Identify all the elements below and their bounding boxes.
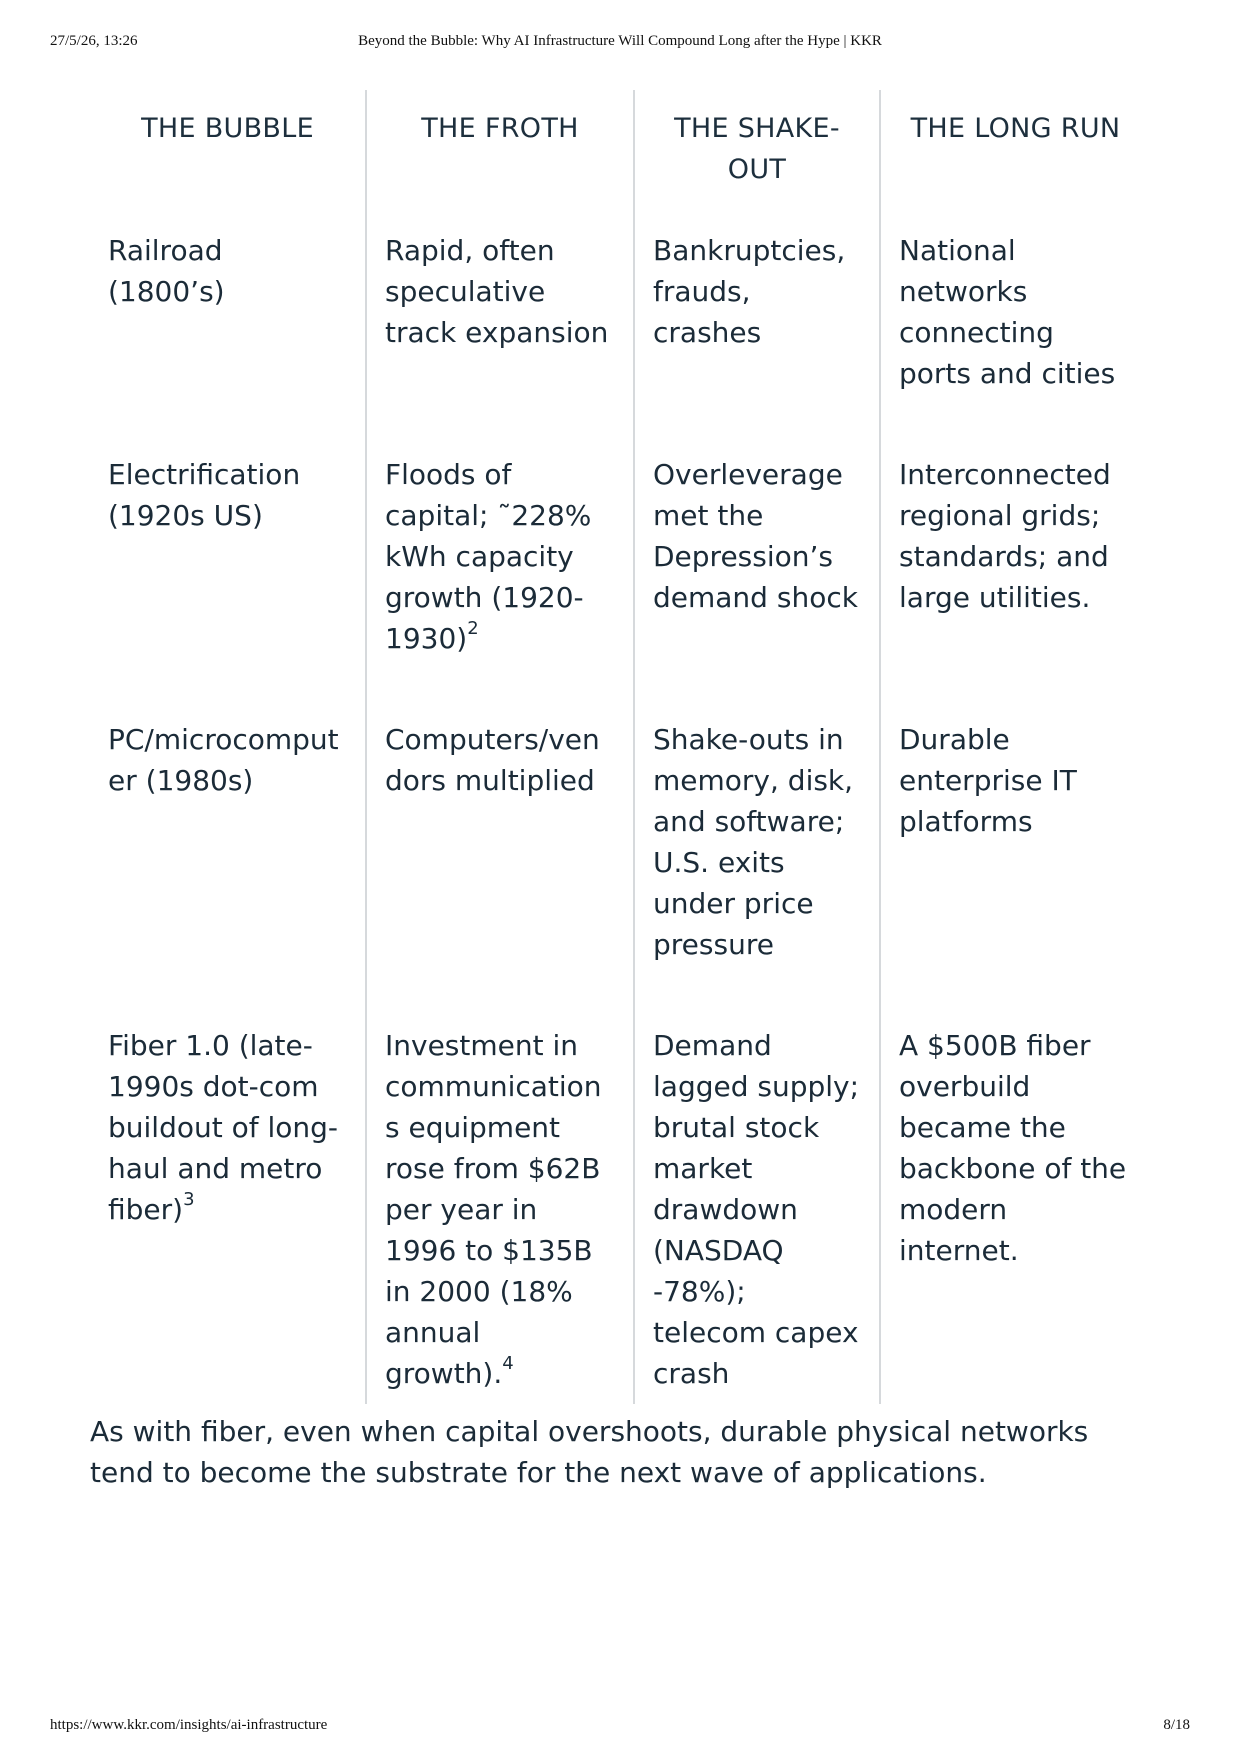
cell-text: PC/microcomputer (1980s) xyxy=(108,723,339,797)
cell-text: Demand lagged supply; brutal stock market drawdown (NASDAQ -78%); telecom capex crash xyxy=(653,1029,860,1390)
print-page-number: 8/18 xyxy=(1163,1717,1190,1733)
table-row xyxy=(90,705,1150,1011)
cell-bubble xyxy=(90,705,366,1011)
cell-bubble xyxy=(90,1011,366,1404)
bubble-comparison-table xyxy=(90,90,1150,1404)
cell-text: Rapid, often speculative track expansion xyxy=(385,234,609,349)
cell-text: Durable enterprise IT platforms xyxy=(899,723,1077,838)
table-row xyxy=(90,1011,1150,1404)
cell-long-run xyxy=(880,440,1150,705)
table-row xyxy=(90,216,1150,440)
print-page-title: Beyond the Bubble: Why AI Infrastructure Will Compound Long after the Hype | KKR xyxy=(358,33,882,49)
print-datetime: 27/5/26, 13:26 xyxy=(50,33,138,49)
footnote-ref-link[interactable]: 3 xyxy=(183,1189,195,1210)
cell-text: Computers/vendors multiplied xyxy=(385,723,600,797)
footnote-ref-link[interactable]: 4 xyxy=(502,1353,514,1374)
bubble-comparison-table-wrap xyxy=(90,90,1150,1404)
cell-text: Floods of capital; ˜228% kWh capacity growth (1920-1930) xyxy=(385,458,592,655)
header-long-run: THE LONG RUN xyxy=(880,90,1150,216)
cell-text: Fiber 1.0 (late-1990s dot-com buildout of long-haul and metro fiber) xyxy=(108,1029,339,1226)
header-froth: THE FROTH xyxy=(366,90,634,216)
print-url-link[interactable]: https://www.kkr.com/insights/ai-infrastructure xyxy=(50,1717,328,1733)
cell-long-run xyxy=(880,705,1150,1011)
cell-froth xyxy=(366,216,634,440)
cell-text: Electrification (1920s US) xyxy=(108,458,301,532)
cell-froth xyxy=(366,705,634,1011)
cell-shakeout xyxy=(634,440,880,705)
cell-text: Investment in communications equipment rose from $62B per year in 1996 to $135B in 2000 (18% annual growth). xyxy=(385,1029,602,1390)
header-shakeout: THE SHAKE-OUT xyxy=(634,90,880,216)
cell-text: Railroad (1800’s) xyxy=(108,234,225,308)
cell-long-run xyxy=(880,1011,1150,1404)
body-paragraph: As with fiber, even when capital overshoots, durable physical networks tend to become the substrate for the next wave of applications. xyxy=(90,1415,1089,1489)
cell-froth xyxy=(366,1011,634,1404)
cell-text: Bankruptcies, frauds, crashes xyxy=(653,234,846,349)
cell-bubble xyxy=(90,440,366,705)
cell-shakeout xyxy=(634,705,880,1011)
cell-text: Overleverage met the Depression’s demand shock xyxy=(653,458,858,614)
cell-froth xyxy=(366,440,634,705)
cell-text: Shake-outs in memory, disk, and software; U.S. exits under price pressure xyxy=(653,723,854,961)
cell-text: Interconnected regional grids; standards; and large utilities. xyxy=(899,458,1111,614)
footnote-ref-link[interactable]: 2 xyxy=(467,618,479,639)
cell-text: A $500B fiber overbuild became the backbone of the modern internet. xyxy=(899,1029,1127,1267)
cell-shakeout xyxy=(634,216,880,440)
table-header-row xyxy=(90,90,1150,216)
header-bubble: THE BUBBLE xyxy=(141,113,314,144)
cell-text: National networks connecting ports and cities xyxy=(899,234,1116,390)
cell-long-run xyxy=(880,216,1150,440)
cell-bubble xyxy=(90,216,366,440)
cell-shakeout xyxy=(634,1011,880,1404)
table-row xyxy=(90,440,1150,705)
